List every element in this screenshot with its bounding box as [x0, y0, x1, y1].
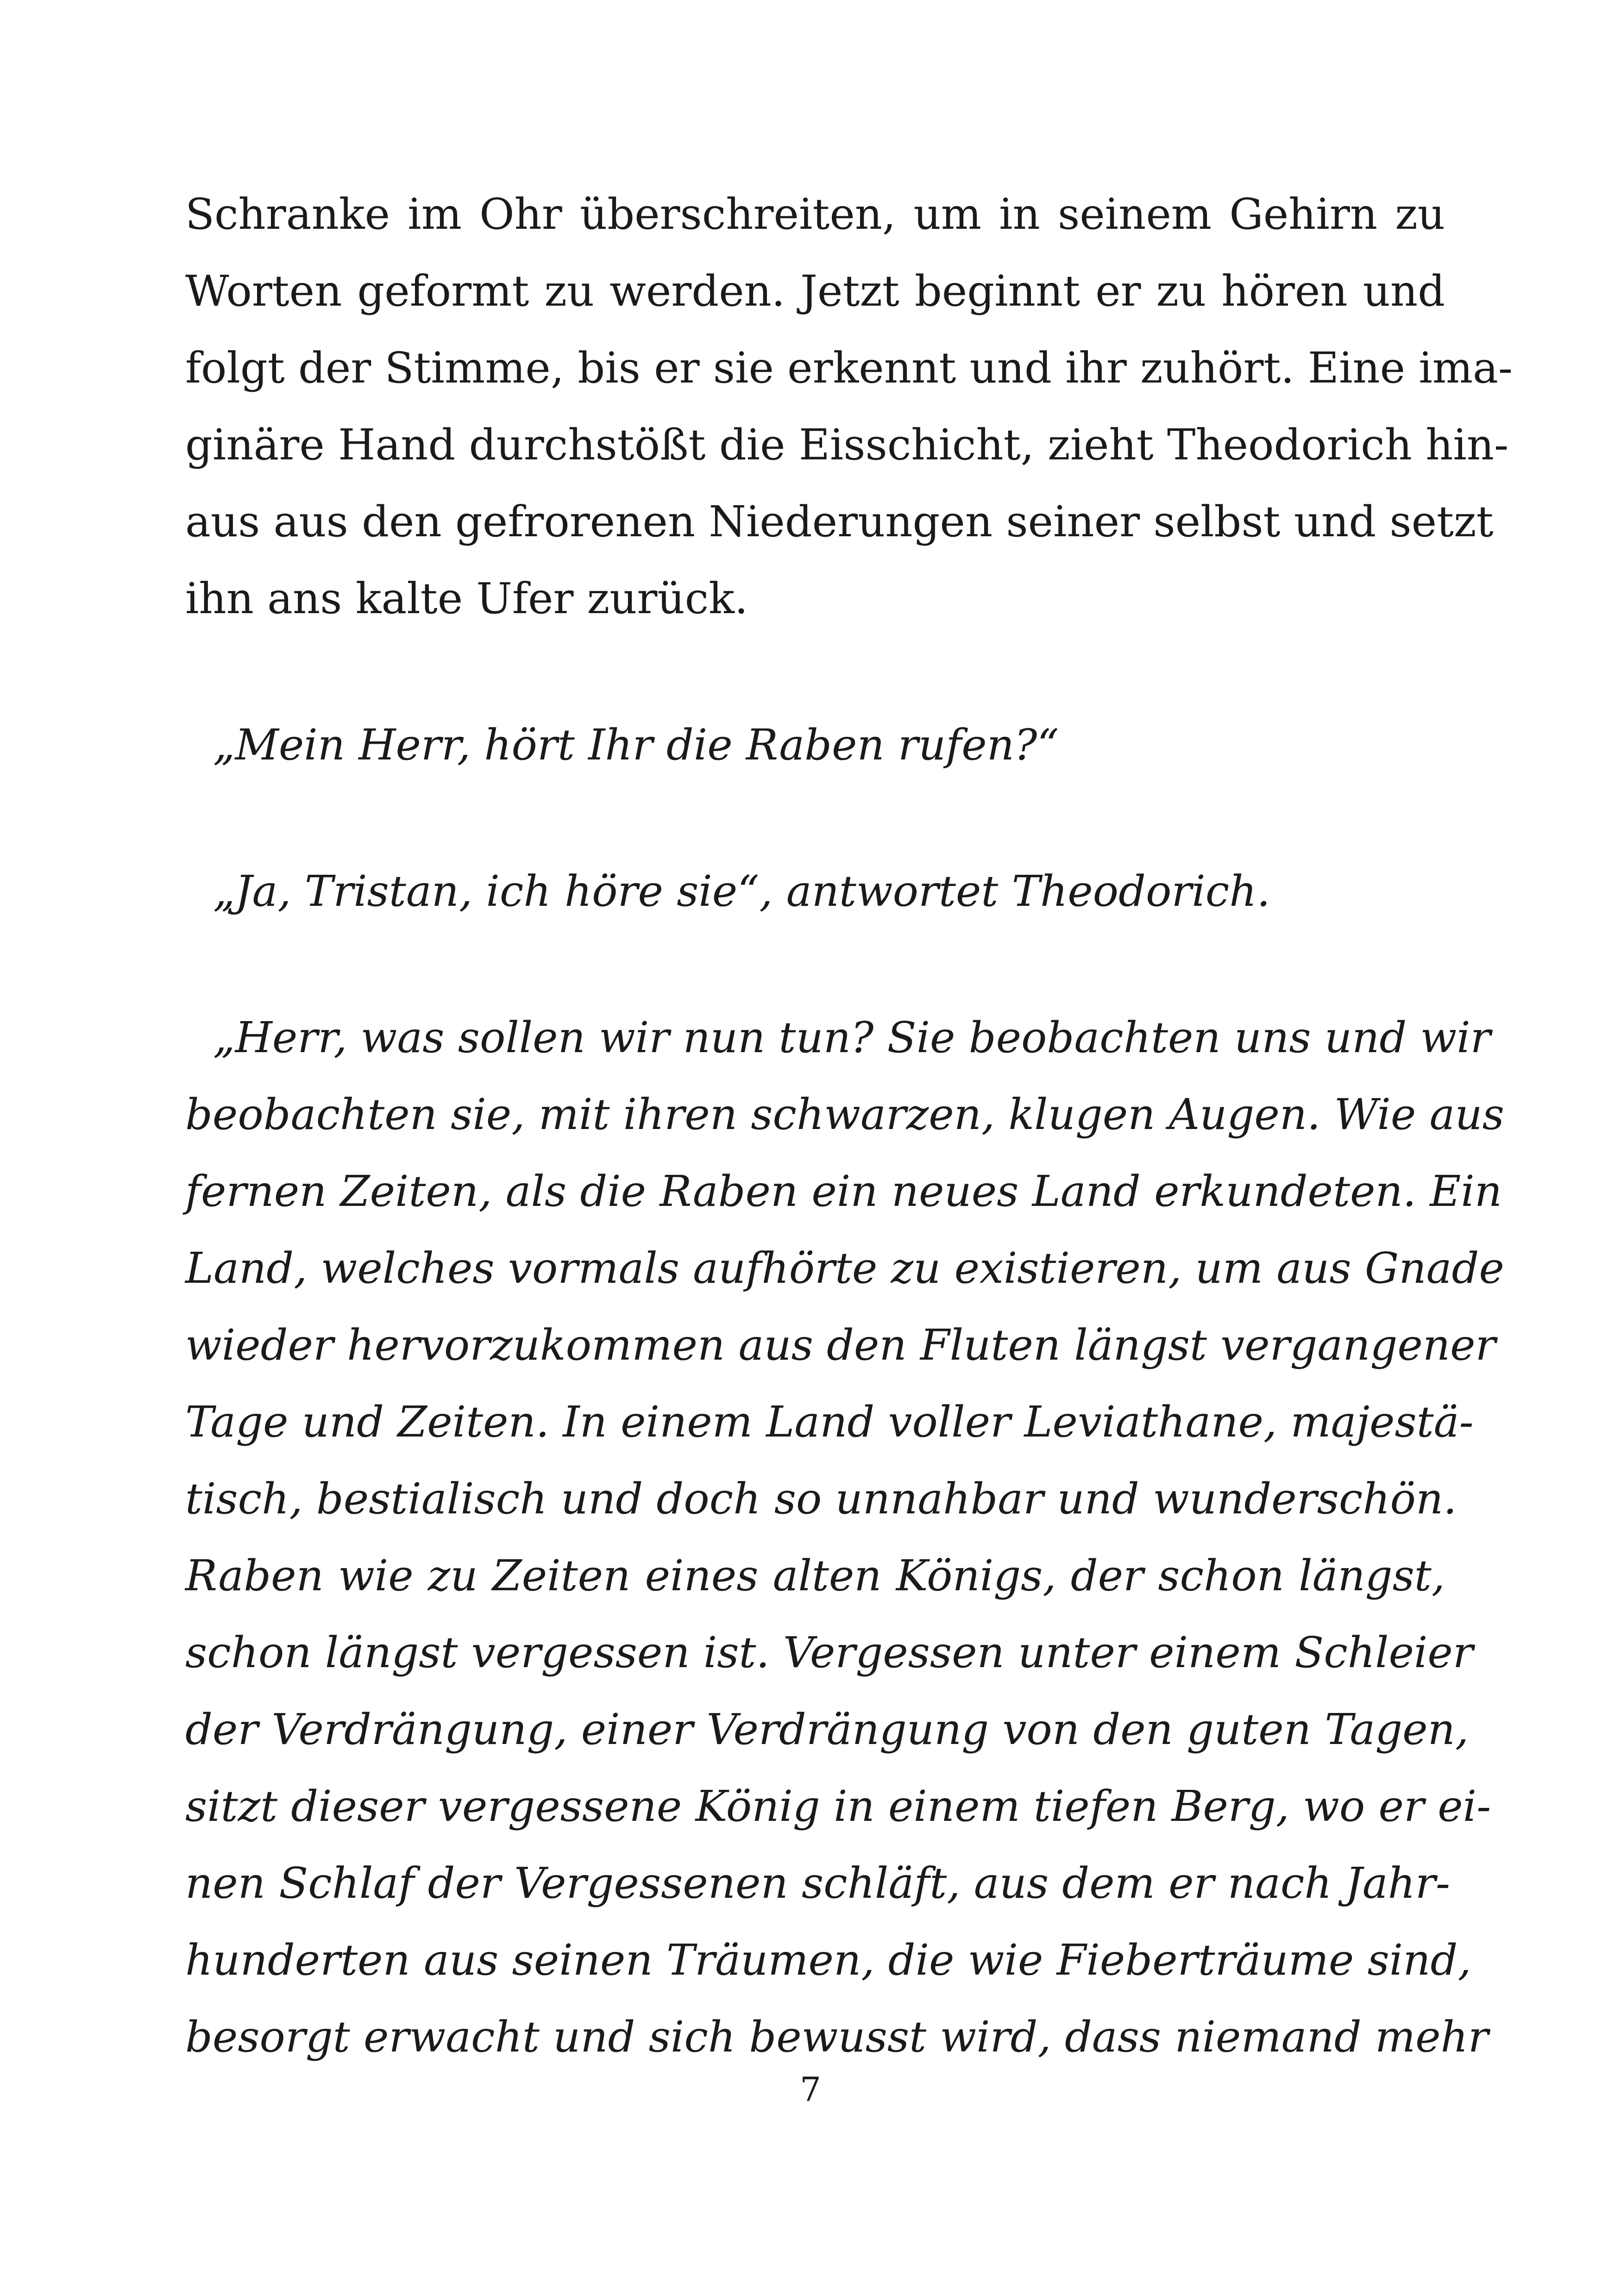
dialogue-quote: „Mein Herr, hört Ihr die Raben rufen?“ [213, 720, 1059, 770]
text-line: folgt der Stimme, bis er sie erkennt und ihr zuhört. Eine ima- [185, 343, 1513, 393]
dialogue-quote: „Ja, Tristan, ich höre sie“, antwortet Theodorich. [213, 866, 1270, 916]
paragraph-spacer [185, 930, 1445, 999]
text-line: fernen Zeiten, als die Raben ein neues Land erkundeten. Ein [185, 1167, 1502, 1216]
paragraph-spacer [185, 637, 1445, 707]
text-line: besorgt erwacht und sich bewusst wird, dass niemand mehr [185, 2012, 1489, 2062]
text-line: tisch, bestialisch und doch so unnahbar und wunderschön. [185, 1474, 1457, 1524]
text-line: nen Schlaf der Vergessenen schläft, aus dem er nach Jahr- [185, 1858, 1450, 1908]
text-line: beobachten sie, mit ihren schwarzen, klugen Augen. Wie aus [185, 1090, 1504, 1139]
text-line: sitzt dieser vergessene König in einem tiefen Berg, wo er ei- [185, 1782, 1491, 1831]
text-line: Schranke im Ohr überschreiten, um in seinem Gehirn zu [185, 189, 1445, 239]
text-line: aus aus den gefrorenen Niederungen seiner selbst und setzt [185, 497, 1494, 546]
text-line: der Verdrängung, einer Verdrängung von den guten Tagen, [185, 1705, 1469, 1754]
text-line: Worten geformt zu werden. Jetzt beginnt er zu hören und [185, 266, 1445, 316]
paragraph-2 [185, 999, 1504, 2076]
text-line: schon längst vergessen ist. Vergessen unter einem Schleier [185, 1628, 1473, 1677]
text-line: ginäre Hand durchstößt die Eisschicht, zieht Theodorich hin- [185, 420, 1509, 470]
paragraph-spacer [185, 784, 1445, 853]
text-line: wieder hervorzukommen aus den Fluten längst vergangener [185, 1320, 1496, 1370]
paragraph-1 [185, 176, 1513, 637]
page-body [185, 176, 1513, 2076]
text-line: Raben wie zu Zeiten eines alten Königs, der schon längst, [185, 1551, 1445, 1600]
text-line: Tage und Zeiten. In einem Land voller Leviathane, majestä- [185, 1397, 1474, 1447]
page-number: 7 [800, 2070, 821, 2109]
text-line: ihn ans kalte Ufer zurück. [185, 574, 748, 623]
text-line: „Herr, was sollen wir nun tun? Sie beobachten uns und wir [213, 1013, 1491, 1062]
text-line: Land, welches vormals aufhörte zu existieren, um aus Gnade [185, 1243, 1504, 1293]
text-line: hunderten aus seinen Träumen, die wie Fieberträume sind, [185, 1935, 1471, 1985]
